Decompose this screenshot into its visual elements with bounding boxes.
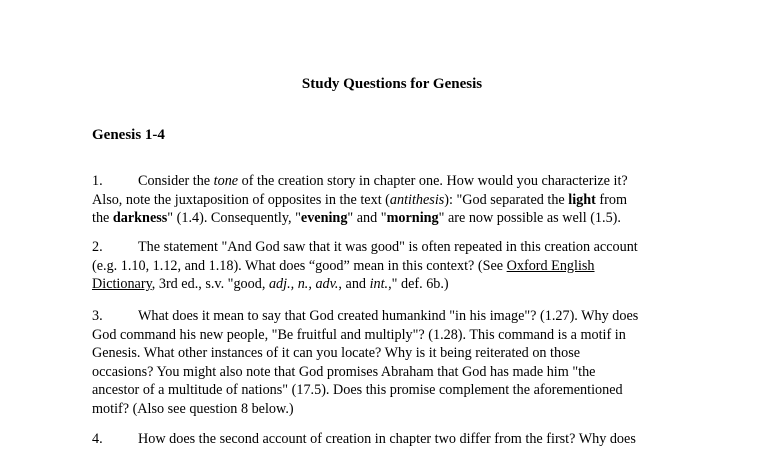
emphasis: int. [369, 276, 389, 292]
question-1-line-1: 1. Consider the tone of the creation story in chapter one. How would you characterize it? [92, 173, 628, 189]
emphasis: adj., n., adv. [268, 276, 339, 292]
question-2 [92, 238, 692, 294]
question-3-line-2: God command his new people, "Be fruitful and multiply"? (1.28). This command is a motif in [92, 326, 626, 343]
question-number: 1. [92, 173, 103, 189]
question-3 [92, 307, 692, 418]
question-4-line-1: 4. How does the second account of creation in chapter two differ from the first? Why does [92, 431, 636, 447]
oed-link[interactable]: Oxford English [506, 257, 595, 274]
question-3-line-4: occasions? You might also note that God promises Abraham that God has made him "the [92, 363, 596, 380]
question-number: 3. [92, 308, 103, 324]
question-2-line-1: 2. The statement "And God saw that it was good" is often repeated in this creation account [92, 239, 638, 255]
document-title: Study Questions for Genesis [301, 76, 483, 92]
emphasis: tone [213, 173, 239, 189]
question-2-line-3: Dictionary, 3rd ed., s.v. "good, adj., n., adv., and int.," def. 6b.) [92, 276, 449, 292]
question-1-line-3: the darkness" (1.4). Consequently, "evening" and "morning" are now possible as well (1.5). [92, 210, 621, 226]
question-1 [92, 172, 692, 228]
question-number: 4. [92, 431, 103, 447]
bold-term: evening [300, 210, 348, 226]
bold-term: darkness [112, 210, 168, 226]
question-3-line-5: ancestor of a multitude of nations" (17.5). Does this promise complement the aforementioned [92, 382, 623, 398]
question-3-line-6: motif? (Also see question 8 below.) [92, 400, 294, 417]
question-4 [92, 430, 692, 449]
emphasis: antithesis [389, 191, 445, 208]
question-number: 2. [92, 239, 103, 255]
question-3-line-3: Genesis. What other instances of it can you locate? Why is it being reiterated on those [92, 345, 581, 361]
question-3-line-1: 3. What does it mean to say that God created humankind "in his image"? (1.27). Why does [92, 308, 639, 324]
question-1-line-2: Also, note the juxtaposition of opposites in the text (antithesis): "God separated the light from [92, 191, 628, 208]
bold-term: light [568, 191, 596, 208]
question-2-line-2: (e.g. 1.10, 1.12, and 1.18). What does “good” mean in this context? (See Oxford English [92, 257, 595, 274]
oed-link-continued[interactable]: Dictionary [92, 276, 152, 292]
bold-term: morning [386, 210, 439, 226]
section-heading: Genesis 1-4 [92, 127, 165, 143]
